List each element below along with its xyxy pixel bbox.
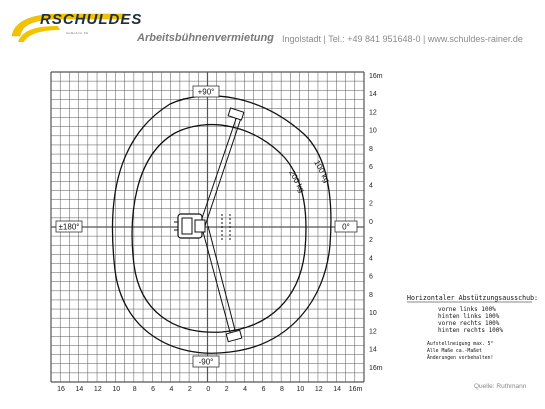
source-credit: Quelle: Ruthmann — [474, 383, 527, 390]
x-tick-label: 2 — [187, 386, 192, 393]
label-left — [56, 221, 82, 232]
y-tick-label: 8 — [369, 291, 373, 299]
x-tick-label: 12 — [93, 386, 102, 393]
legend-row: vorne rechts 100% — [438, 320, 500, 327]
label-100kg: 100 kg — [312, 158, 332, 185]
y-tick-label: 14 — [369, 91, 377, 99]
svg-text:±180°: ±180° — [58, 222, 80, 232]
logo-text: RSCHULDES — [40, 11, 143, 28]
y-tick-label: 0 — [369, 218, 373, 226]
x-tick-label: 4 — [243, 386, 248, 393]
legend-row: vorne links 100% — [438, 306, 496, 313]
x-tick-label: 6 — [151, 386, 156, 393]
x-tick-label: 8 — [132, 386, 137, 393]
y-tick-label: 10 — [369, 127, 377, 135]
svg-text:0°: 0° — [342, 222, 350, 232]
y-tick-label: 12 — [369, 328, 377, 336]
x-tick-label: 12 — [314, 386, 323, 393]
y-tick-label: 4 — [369, 255, 373, 263]
legend-row: hinten rechts 100% — [438, 327, 504, 334]
y-tick-label: 2 — [369, 200, 373, 208]
y-tick-label: 6 — [369, 164, 373, 172]
x-tick-label: 14 — [75, 386, 84, 393]
x-tick-label: 8 — [279, 386, 284, 393]
x-tick-label: 4 — [169, 386, 174, 393]
curve-200kg — [132, 125, 306, 333]
svg-text:-90°: -90° — [198, 357, 214, 367]
y-tick-label: 8 — [369, 145, 373, 153]
axis-ticks — [57, 73, 383, 393]
legend-title: Horizontaler Abstützungsausschub: — [407, 294, 539, 302]
x-tick-label: 16 — [57, 386, 65, 393]
boom — [200, 108, 244, 342]
legend — [407, 294, 538, 361]
curve-100kg — [112, 96, 331, 353]
y-tick-label: 6 — [369, 273, 373, 281]
y-tick-label: 2 — [369, 237, 373, 245]
y-tick-label: 10 — [369, 310, 377, 318]
y-tick-label: 16m — [369, 364, 383, 372]
legend-note: Aufstellneigung max. 5° — [427, 342, 494, 347]
grid — [51, 72, 364, 382]
label-bottom — [193, 356, 219, 367]
label-right — [335, 221, 357, 232]
label-200kg: 200 kg — [287, 168, 307, 195]
y-tick-label: 12 — [369, 109, 377, 117]
x-tick-label: 14 — [333, 386, 342, 393]
label-top — [193, 86, 219, 97]
x-tick-label: 16m — [348, 386, 363, 393]
legend-note: Änderungen vorbehalten! — [427, 356, 494, 361]
y-tick-label: 4 — [369, 182, 373, 190]
company-title: Arbeitsbühnenvermietung — [137, 32, 274, 44]
legend-note: Alle Maße ca.-Maßet — [427, 349, 482, 354]
x-tick-label: 10 — [112, 386, 121, 393]
logo-subtext: GmbH & Co. KG — [66, 31, 89, 35]
x-tick-label: 6 — [261, 386, 266, 393]
svg-text:+90°: +90° — [197, 87, 215, 97]
y-tick-label: 16m — [369, 73, 383, 80]
y-tick-label: 14 — [369, 346, 377, 354]
x-tick-label: 2 — [224, 386, 229, 393]
legend-row: hinten links 100% — [438, 313, 500, 320]
x-tick-label: 10 — [296, 386, 305, 393]
x-tick-label: 0 — [206, 386, 211, 393]
company-contact: Ingolstadt | Tel.: +49 841 951648-0 | www.schuldes-rainer.de — [282, 34, 523, 44]
